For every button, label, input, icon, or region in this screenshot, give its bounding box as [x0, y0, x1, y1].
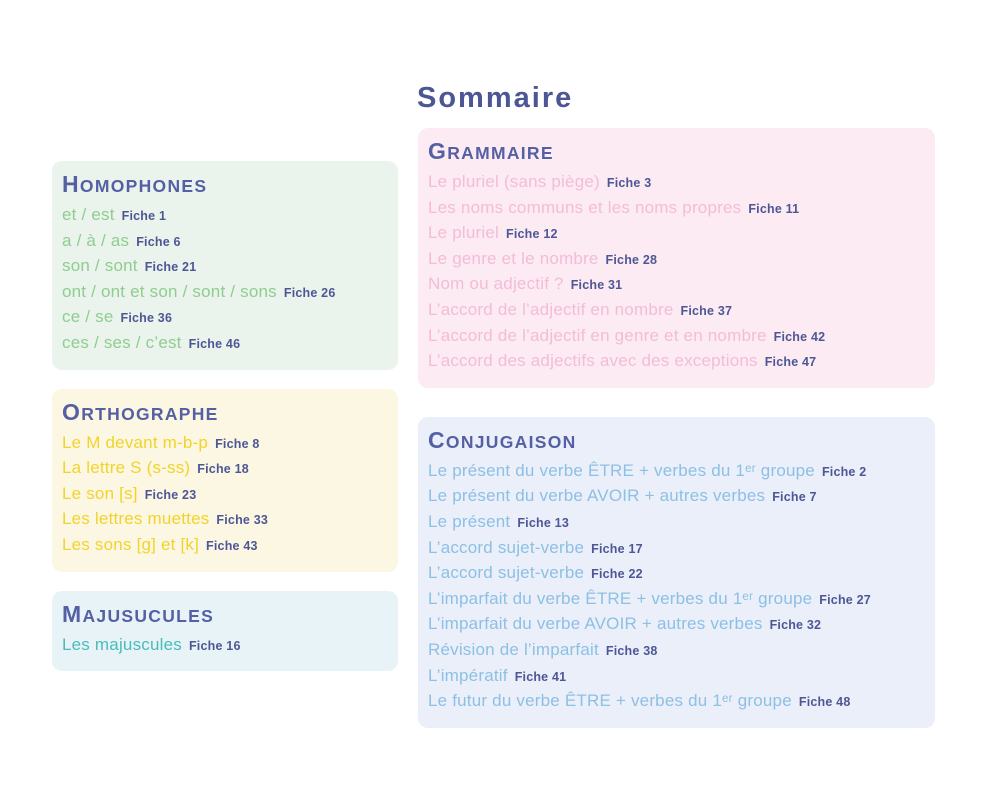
section-majuscules	[52, 591, 398, 672]
toc-entry	[428, 247, 923, 273]
toc-entry-label: et / est	[62, 205, 115, 224]
toc-entry-label: Le pluriel (sans piège)	[428, 172, 600, 191]
toc-entry	[62, 254, 386, 280]
toc-entry-fiche: Fiche 12	[506, 227, 558, 242]
toc-entry-label: Les sons [g] et [k]	[62, 534, 200, 554]
toc-entry-label: Le pluriel	[428, 223, 499, 243]
toc-entry	[62, 280, 386, 306]
toc-entry-fiche: Fiche 41	[514, 669, 567, 684]
toc-entry	[428, 638, 923, 664]
toc-entry	[62, 507, 386, 533]
toc-entry-fiche: Fiche 43	[206, 538, 258, 553]
toc-entry-label: Le présent du verbe ÊTRE + verbes du 1ᵉʳ groupe	[428, 460, 815, 480]
toc-entry	[62, 431, 386, 457]
toc-entry-fiche: Fiche 28	[605, 252, 658, 267]
toc-entry-label: Révision de l’imparfait	[428, 639, 599, 659]
toc-entry	[62, 533, 386, 559]
toc-entry	[428, 510, 923, 536]
toc-entry	[428, 221, 923, 247]
toc-entry	[62, 482, 386, 508]
toc-entry	[62, 305, 386, 331]
toc-entry	[428, 587, 923, 613]
toc-entry-fiche: Fiche 3	[606, 176, 652, 190]
toc-entry-fiche: Fiche 16	[188, 638, 241, 653]
toc-entry-fiche: Fiche 46	[188, 336, 241, 351]
toc-entry-label: ces / ses / c’est	[62, 332, 182, 352]
toc-entry-label: Le présent du verbe AVOIR + autres verbes	[428, 486, 766, 506]
toc-entry-label: La lettre S (s-ss)	[62, 458, 191, 478]
toc-entry-fiche: Fiche 42	[773, 329, 826, 344]
toc-entry-label: L’accord sujet-verbe	[428, 537, 585, 557]
toc-entry-label: L’accord des adjectifs avec des exceptions	[428, 351, 758, 371]
toc-entry	[428, 170, 923, 196]
toc-entry-label: L’accord de l’adjectif en nombre	[428, 299, 674, 319]
toc-entry-label: Le futur du verbe ÊTRE + verbes du 1ᵉʳ groupe	[428, 691, 792, 711]
toc-entry-label: ont / ont et son / sont / sons	[62, 281, 277, 301]
toc-entry-fiche: Fiche 37	[680, 303, 733, 318]
toc-entry-label: L’accord de l’adjectif en genre et en nombre	[428, 325, 767, 345]
toc-entry-fiche: Fiche 23	[144, 487, 197, 502]
toc-entry	[62, 229, 386, 255]
section-conjugaison	[418, 417, 935, 728]
toc-entry	[428, 664, 923, 690]
toc-entry-label: Le son [s]	[62, 483, 138, 503]
toc-entry	[428, 536, 923, 562]
section-majuscules-title: MAJUSUCULES	[62, 600, 215, 627]
section-grammaire-title: GRAMMAIRE	[428, 138, 554, 164]
toc-entry	[428, 689, 923, 715]
toc-entry-label: L’imparfait du verbe ÊTRE + verbes du 1ᵉʳ groupe	[428, 588, 813, 608]
toc-entry-fiche: Fiche 38	[605, 643, 658, 658]
toc-list-majuscules	[62, 633, 386, 659]
toc-entry-fiche: Fiche 11	[748, 201, 800, 216]
toc-entry-fiche: Fiche 48	[798, 695, 851, 710]
toc-entry-fiche: Fiche 8	[215, 436, 260, 451]
section-grammaire	[418, 128, 935, 388]
toc-entry	[62, 633, 386, 659]
toc-entry	[428, 298, 923, 324]
toc-entry	[428, 484, 923, 510]
page-title: Sommaire	[417, 82, 574, 114]
toc-entry-label: Nom ou adjectif ?	[428, 274, 564, 294]
toc-entry	[428, 561, 923, 587]
toc-entry-fiche: Fiche 32	[769, 618, 822, 633]
toc-entry-label: son / sont	[62, 256, 138, 276]
toc-entry-fiche: Fiche 22	[591, 567, 643, 582]
toc-entry-label: Le genre et le nombre	[428, 248, 599, 268]
toc-entry-fiche: Fiche 2	[821, 464, 867, 479]
section-orthographe-title: ORTHOGRAPHE	[62, 398, 219, 425]
toc-list-orthographe	[62, 431, 386, 559]
toc-entry	[428, 349, 923, 375]
toc-entry	[428, 324, 923, 350]
toc-entry	[428, 459, 923, 485]
toc-entry	[62, 456, 386, 482]
toc-entry-fiche: Fiche 47	[764, 355, 817, 370]
toc-entry-label: Le présent	[428, 511, 511, 531]
right-column	[418, 128, 935, 728]
toc-entry-label: ce / se	[62, 307, 114, 327]
toc-entry-fiche: Fiche 18	[197, 462, 249, 477]
section-orthographe	[52, 389, 398, 572]
toc-entry-fiche: Fiche 21	[144, 260, 197, 275]
toc-entry	[428, 272, 923, 298]
toc-entry	[62, 331, 386, 357]
left-column	[52, 161, 398, 671]
toc-entry-label: Les majuscules	[62, 634, 182, 654]
toc-entry-label: a / à / as	[62, 230, 130, 250]
toc-entry-fiche: Fiche 7	[772, 490, 817, 505]
toc-entry-fiche: Fiche 17	[591, 541, 643, 556]
toc-entry-label: L’impératif	[428, 665, 508, 685]
toc-entry-fiche: Fiche 1	[121, 209, 167, 223]
toc-entry	[62, 203, 386, 229]
toc-list-grammaire	[428, 170, 923, 375]
toc-entry-fiche: Fiche 13	[517, 515, 569, 530]
toc-entry-label: Les noms communs et les noms propres	[428, 197, 742, 217]
section-homophones	[52, 161, 398, 370]
toc-entry-label: L’accord sujet-verbe	[428, 563, 585, 583]
toc-entry-fiche: Fiche 6	[136, 234, 181, 249]
toc-entry-label: Les lettres muettes	[62, 509, 210, 529]
toc-entry-fiche: Fiche 33	[216, 513, 269, 528]
toc-entry-fiche: Fiche 26	[283, 285, 336, 300]
toc-entry-fiche: Fiche 31	[570, 278, 623, 293]
toc-entry-fiche: Fiche 27	[819, 592, 871, 607]
section-conjugaison-title: CONJUGAISON	[428, 426, 577, 453]
toc-entry-fiche: Fiche 36	[120, 311, 173, 326]
toc-list-conjugaison	[428, 459, 923, 715]
toc-entry-label: Le M devant m-b-p	[62, 432, 209, 452]
toc-entry	[428, 612, 923, 638]
section-homophones-title: HOMOPHONES	[62, 171, 208, 197]
toc-entry-label: L’imparfait du verbe AVOIR + autres verbes	[428, 614, 763, 634]
toc-list-homophones	[62, 203, 386, 357]
toc-entry	[428, 196, 923, 222]
